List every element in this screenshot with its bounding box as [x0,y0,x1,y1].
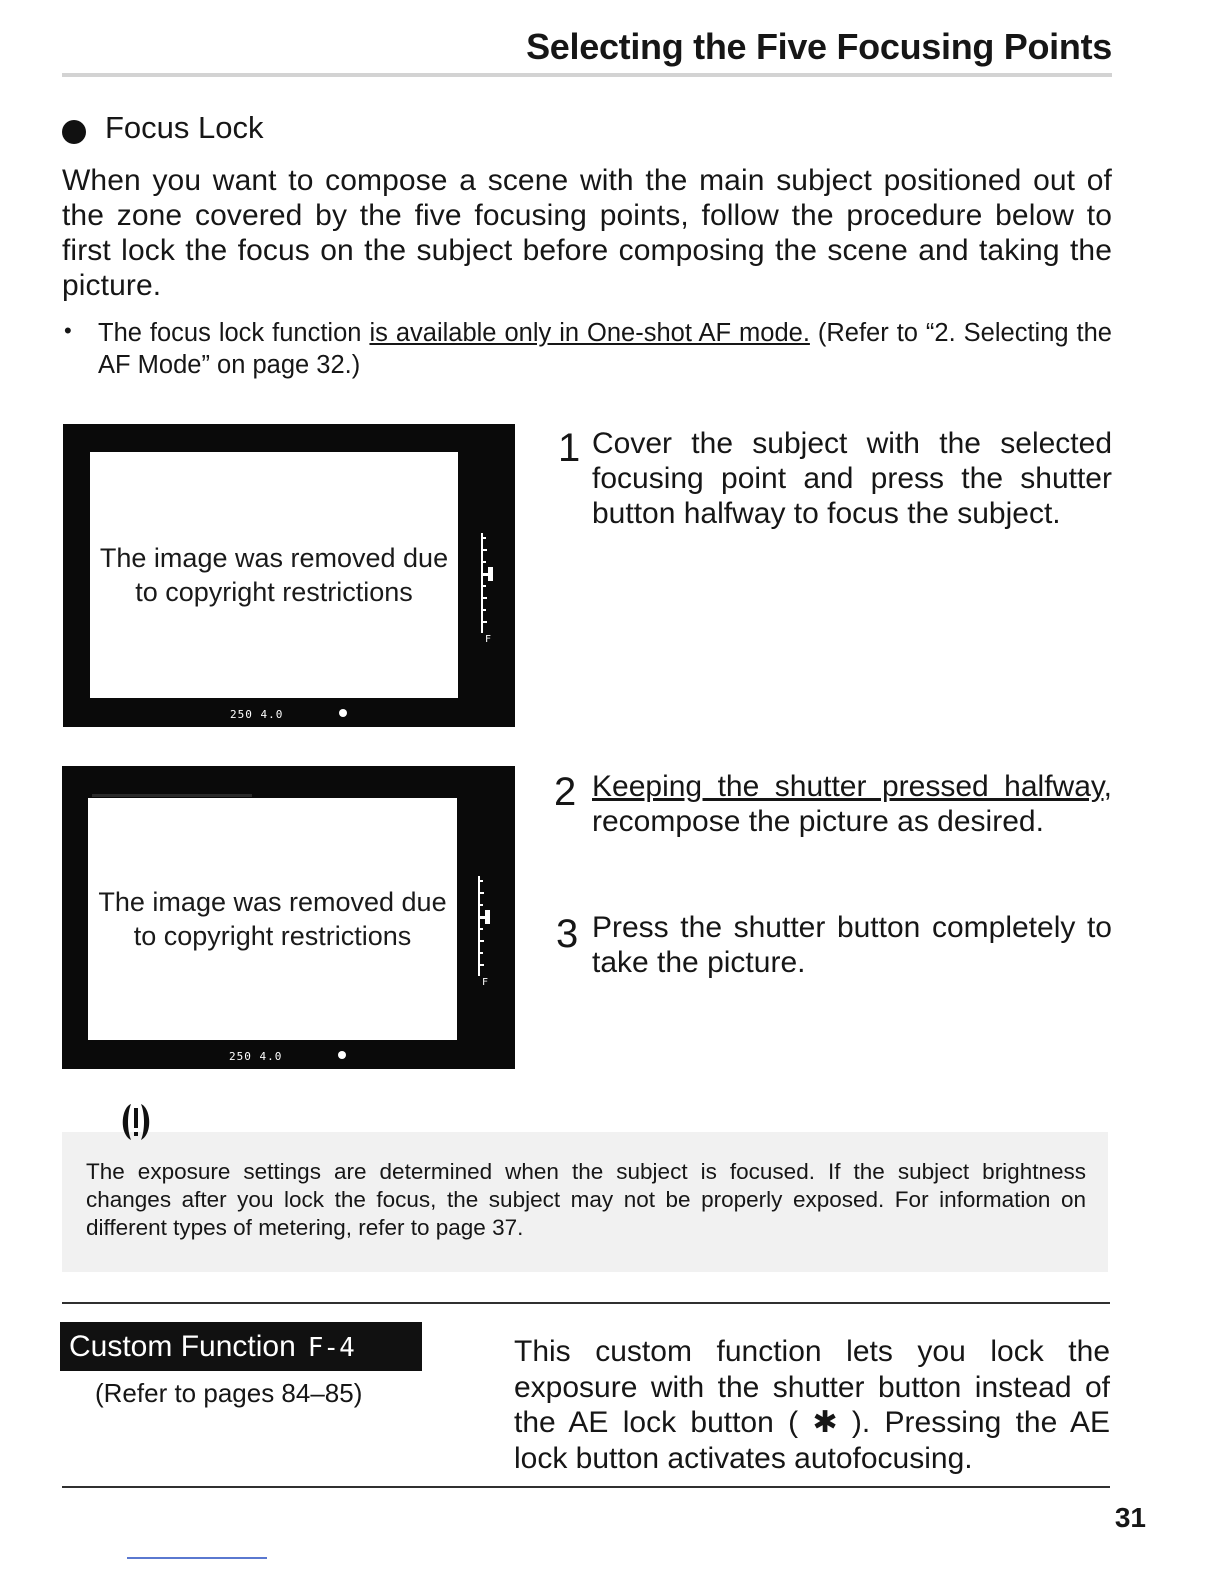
custom-function-badge [60,1322,422,1371]
section-bullet-icon [62,120,86,144]
note-after: (Refer to “2. Selecting the AF Mode” on page 32.) [98,319,1112,379]
focus-confirmation-icon [339,709,347,717]
note-paragraph [98,317,1112,381]
step-3-number: 3 [556,912,579,956]
page-title: Selecting the Five Focusing Points [526,26,1112,67]
custom-function-code: F-4 [307,1333,355,1363]
step-1-text: Cover the subject with the selected focusing point and press the shutter button halfway to focus the subject. [592,427,1112,530]
step-2-number: 2 [554,770,577,814]
exposure-scale-icon [479,531,495,649]
footer-line [127,1557,267,1559]
exposure-scale-icon [476,874,492,992]
custom-function-description: This custom function lets you lock the exposure with the shutter button instead of the AE lock button ( ✱ ). Pressing the AE lock button activates autofocusing. [514,1335,1110,1475]
image-removed-placeholder: The image was removed due to copyright restrictions [90,452,458,698]
viewfinder-readout: 250 4.0 [230,708,284,721]
section-divider [62,1486,1110,1488]
note-bullet: • [64,318,72,343]
viewfinder-top-line [92,794,252,797]
page-number: 31 [1114,1502,1146,1533]
viewfinder-illustration-1 [63,424,515,727]
step-2-rest: recompose the picture as desired. [592,805,1044,838]
step-1-number: 1 [558,426,581,470]
step-2-text [592,769,1112,839]
viewfinder-flag: F [485,634,492,645]
note-underlined: is available only in One-shot AF mode. [369,319,810,347]
viewfinder-illustration-2 [62,766,515,1069]
intro-paragraph: When you want to compose a scene with the main subject positioned out of the zone covered by the five focusing points, follow the procedure below to first lock the focus on the subject before composing the scene and taking the picture. [62,164,1112,302]
custom-function-label: Custom Function [69,1330,296,1363]
viewfinder-flag: F [482,977,489,988]
caution-text: The exposure settings are determined when the subject is focused. If the subject brightness changes after you lock the focus, the subject may not be properly exposed. For information on different types of metering, refer to page 37. [86,1159,1086,1240]
caution-icon [116,1100,156,1144]
viewfinder-readout: 250 4.0 [229,1050,283,1063]
focus-confirmation-icon [338,1051,346,1059]
step-2-underlined: Keeping the shutter pressed halfway, [592,770,1112,803]
note-before: The focus lock function [98,319,370,347]
section-heading: Focus Lock [105,110,264,145]
image-removed-placeholder: The image was removed due to copyright restrictions [88,798,457,1040]
custom-function-ref: (Refer to pages 84–85) [95,1378,363,1408]
section-divider [62,1302,1110,1304]
header-rule [62,73,1112,77]
step-3-text: Press the shutter button completely to take the picture. [592,911,1112,979]
